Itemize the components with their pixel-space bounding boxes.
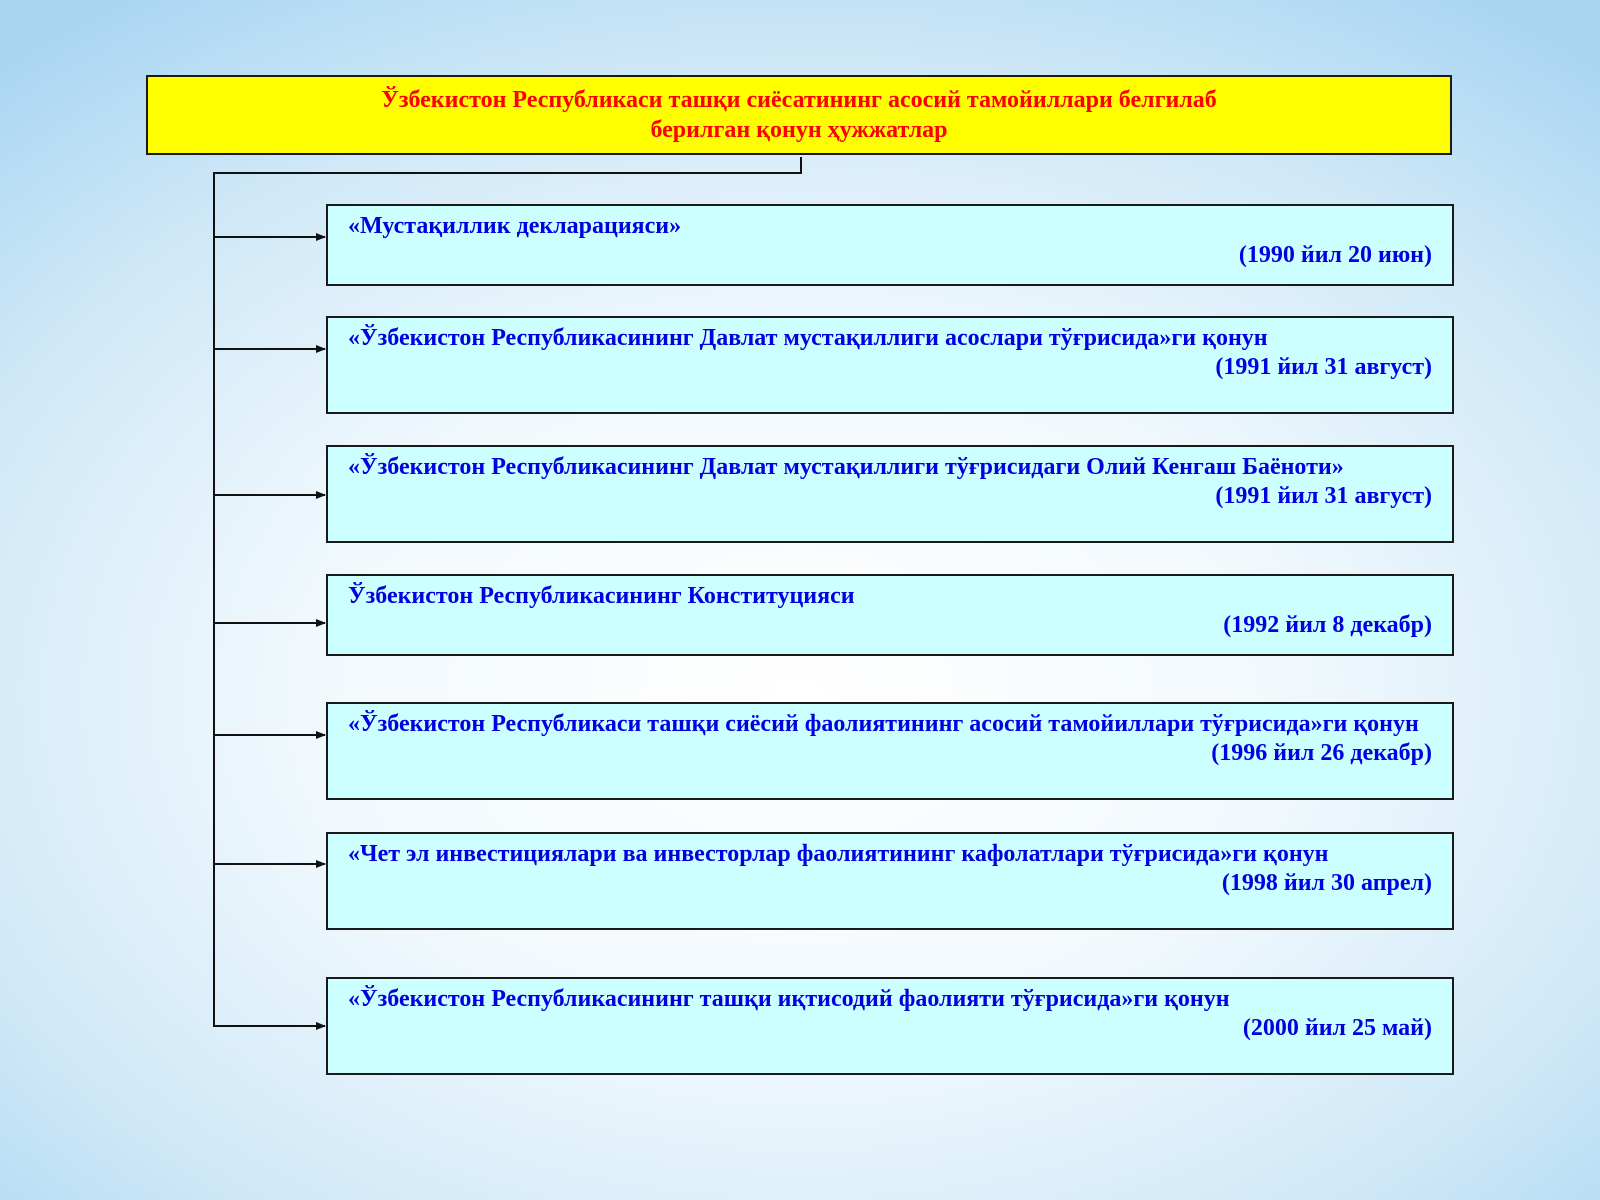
- document-title: Ўзбекистон Республикасининг Конституцияси: [348, 583, 855, 609]
- document-title: «Ўзбекистон Республикасининг Давлат мустақиллиги асослари тўғрисида»ги қонун: [348, 325, 1268, 351]
- document-date: (1991 йил 31 август): [1215, 483, 1432, 509]
- document-title: «Ўзбекистон Республикасининг ташқи иқтисодий фаолияти тўғрисида»ги қонун: [348, 986, 1230, 1012]
- document-title: «Мустақиллик декларацияси»: [348, 213, 682, 239]
- document-box-6: [326, 832, 1454, 930]
- document-date: (1991 йил 31 август): [1215, 354, 1432, 380]
- header-box: [146, 75, 1452, 155]
- document-date: (2000 йил 25 май): [1242, 1015, 1432, 1041]
- document-box-3: [326, 445, 1454, 543]
- document-box-5: [326, 702, 1454, 800]
- document-box-7: [326, 977, 1454, 1075]
- document-box-1: [326, 204, 1454, 286]
- header-line-2: берилган қонун ҳужжатлар: [650, 117, 948, 143]
- header-line-1: Ўзбекистон Республикаси ташқи сиёсатининг асосий тамойиллари белгилаб: [381, 87, 1217, 113]
- document-date: (1992 йил 8 декабр): [1223, 612, 1432, 638]
- document-box-4: [326, 574, 1454, 656]
- document-date: (1998 йил 30 апрел): [1221, 870, 1432, 896]
- document-date: (1990 йил 20 июн): [1238, 242, 1432, 268]
- document-date: (1996 йил 26 декабр): [1211, 740, 1432, 766]
- document-title: «Чет эл инвестициялари ва инвесторлар фаолиятининг кафолатлари тўғрисида»ги қонун: [348, 841, 1329, 867]
- document-box-2: [326, 316, 1454, 414]
- document-title: «Ўзбекистон Республикаси ташқи сиёсий фаолиятининг асосий тамойиллари тўғрисида»ги қонун: [348, 711, 1419, 737]
- document-title: «Ўзбекистон Республикасининг Давлат мустақиллиги тўғрисидаги Олий Кенгаш Баёноти»: [348, 454, 1344, 480]
